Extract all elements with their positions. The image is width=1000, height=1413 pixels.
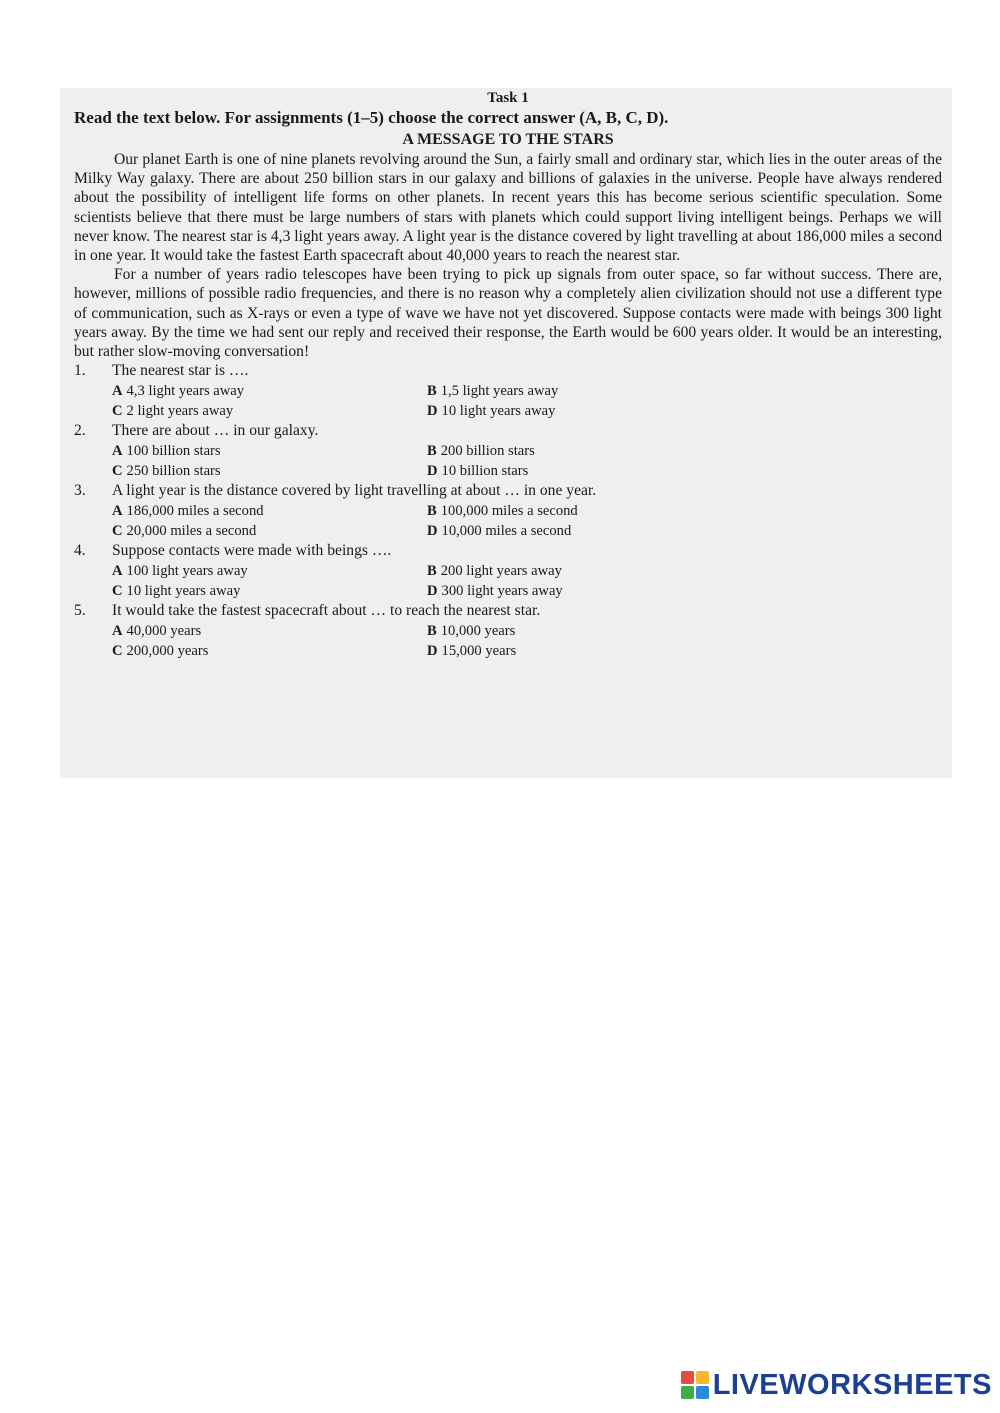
question-number: 2. bbox=[74, 422, 86, 440]
question-2 bbox=[74, 421, 942, 481]
text-paragraph: Our planet Earth is one of nine planets revolving around the Sun, a fairly small and ordinary star, which lies in the outer areas of the Milky Way galaxy. There are about 250 billion stars in our galaxy and billions of galaxies in the universe. People have always rendered about the possibility of intelligent life forms on other planets. In recent years this has become serious scientific speculation. Some scientists believe that there must be large numbers of stars with planets which could support living intelligent beings. Perhaps we will never know. The nearest star is 4,3 light years away. A light year is the distance covered by light travelling at about 186,000 miles a second in one year. It would take the fastest Earth spacecraft about 40,000 years to reach the nearest star. bbox=[74, 151, 942, 265]
brand-footer bbox=[681, 1365, 992, 1405]
question-5 bbox=[74, 601, 942, 661]
option-d[interactable]: D 10 billion stars bbox=[427, 463, 529, 480]
option-b[interactable]: B 200 light years away bbox=[427, 563, 562, 580]
question-text: There are about … in our galaxy. bbox=[112, 422, 319, 440]
question-number: 4. bbox=[74, 542, 86, 560]
question-text: It would take the fastest spacecraft about … to reach the nearest star. bbox=[112, 602, 541, 620]
question-text: Suppose contacts were made with beings …. bbox=[112, 542, 392, 560]
option-a[interactable]: A 4,3 light years away bbox=[112, 383, 245, 400]
option-b[interactable]: B 1,5 light years away bbox=[427, 383, 559, 400]
option-d[interactable]: D 10 light years away bbox=[427, 403, 556, 420]
question-4 bbox=[74, 541, 942, 601]
liveworksheets-logo-icon bbox=[681, 1371, 709, 1399]
question-number: 3. bbox=[74, 482, 86, 500]
option-a[interactable]: A 40,000 years bbox=[112, 623, 202, 640]
question-1 bbox=[74, 361, 942, 421]
option-c[interactable]: C 2 light years away bbox=[112, 403, 234, 420]
question-3 bbox=[74, 481, 942, 541]
option-c[interactable]: C 250 billion stars bbox=[112, 463, 221, 480]
brand-name: LIVEWORKSHEETS bbox=[712, 1368, 992, 1401]
option-b[interactable]: B 200 billion stars bbox=[427, 443, 535, 460]
question-number: 1. bbox=[74, 362, 86, 380]
option-c[interactable]: C 10 light years away bbox=[112, 583, 241, 600]
option-a[interactable]: A 186,000 miles a second bbox=[112, 503, 264, 520]
question-text: A light year is the distance covered by light travelling at about … in one year. bbox=[112, 482, 597, 500]
task-label: Task 1 bbox=[487, 90, 529, 106]
option-c[interactable]: C 20,000 miles a second bbox=[112, 523, 257, 540]
option-a[interactable]: A 100 billion stars bbox=[112, 443, 221, 460]
text-paragraph: For a number of years radio telescopes have been trying to pick up signals from outer space, so far without success. There are, however, millions of possible radio frequencies, and there is no reason why a completely alien civilization should not use a different type of communication, such as X-rays or even a type of wave we have not yet discovered. Suppose contacts were made with beings 300 light years away. By the time we had sent our reply and received their response, the Earth would be 600 years older. It would be an interesting, but rather slow-moving conversation! bbox=[74, 266, 942, 361]
question-list bbox=[74, 361, 942, 661]
option-b[interactable]: B 10,000 years bbox=[427, 623, 516, 640]
option-a[interactable]: A 100 light years away bbox=[112, 563, 248, 580]
question-text: The nearest star is …. bbox=[112, 362, 249, 380]
option-c[interactable]: C 200,000 years bbox=[112, 643, 209, 660]
instructions: Read the text below. For assignments (1–5) choose the correct answer (A, B, C, D). bbox=[74, 108, 669, 127]
question-number: 5. bbox=[74, 602, 86, 620]
option-d[interactable]: D 300 light years away bbox=[427, 583, 563, 600]
article-title: A MESSAGE TO THE STARS bbox=[402, 131, 614, 148]
option-d[interactable]: D 15,000 years bbox=[427, 643, 517, 660]
worksheet-scan bbox=[60, 88, 952, 778]
option-b[interactable]: B 100,000 miles a second bbox=[427, 503, 578, 520]
option-d[interactable]: D 10,000 miles a second bbox=[427, 523, 572, 540]
